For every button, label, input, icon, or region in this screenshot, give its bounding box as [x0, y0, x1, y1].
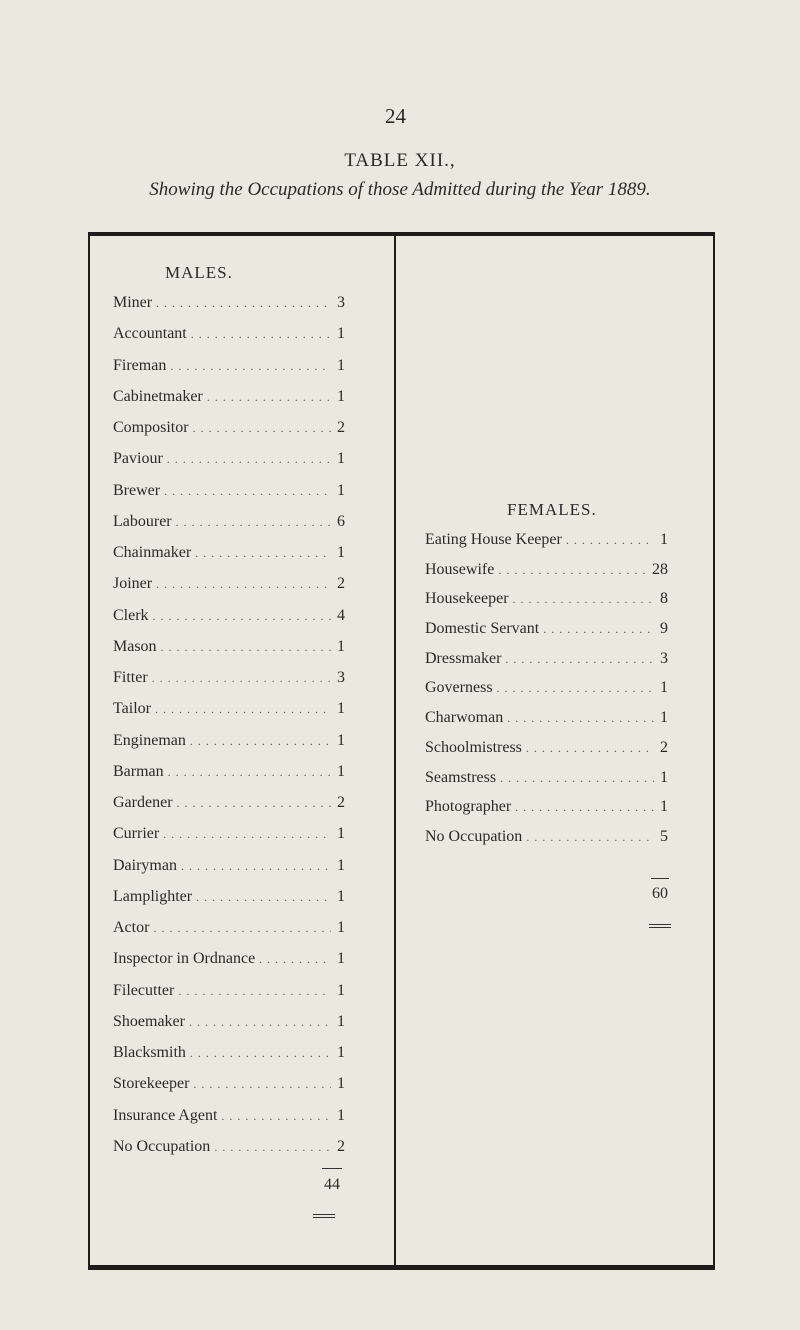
occupation-count: 1: [337, 481, 345, 499]
dot-leader: [178, 984, 331, 999]
dot-leader: [498, 563, 648, 578]
females-total-double-rule: [649, 924, 671, 928]
occupation-count: 9: [660, 620, 668, 638]
dot-leader: [526, 741, 654, 756]
occupation-label: Compositor: [113, 419, 189, 436]
occupation-label: Dressmaker: [425, 649, 502, 667]
occupation-label: Barman: [113, 762, 164, 780]
occupation-count: 1: [660, 531, 668, 548]
occupation-label: Joiner: [113, 575, 153, 593]
occupation-row: [425, 798, 668, 828]
occupation-row: [113, 950, 345, 981]
occupation-row: [113, 794, 345, 825]
occupation-label: Tailor: [113, 700, 151, 718]
occupation-row: [113, 575, 345, 606]
occupation-label: Storekeeper: [113, 1075, 190, 1093]
occupation-row: [113, 357, 345, 388]
occupation-count: 1: [337, 356, 345, 374]
occupation-count: 2: [337, 1137, 345, 1155]
dot-leader: [566, 533, 654, 548]
occupation-row: [113, 325, 345, 356]
occupation-label: Filecutter: [113, 981, 175, 999]
dot-leader: [170, 359, 331, 374]
occupation-row: [425, 561, 668, 591]
occupation-count: 1: [660, 768, 668, 786]
dot-leader: [161, 640, 331, 655]
occupation-count: 1: [337, 1044, 345, 1061]
dot-leader: [193, 421, 331, 436]
occupation-label: Eating House Keeper: [425, 531, 562, 548]
occupation-label: Actor: [113, 919, 150, 936]
occupation-label: No Occupation: [425, 827, 523, 845]
dot-leader: [505, 652, 654, 667]
occupation-row: [113, 669, 345, 700]
occupation-row: [113, 982, 345, 1013]
occupation-row: [113, 825, 345, 856]
occupation-row: [113, 700, 345, 731]
occupation-label: Housewife: [425, 560, 495, 578]
occupation-label: Shoemaker: [113, 1012, 185, 1030]
occupation-count: 1: [660, 709, 668, 727]
occupation-row: [113, 482, 345, 513]
occupation-label: Clerk: [113, 606, 149, 624]
occupation-count: 3: [660, 649, 668, 667]
males-total: 44: [324, 1176, 340, 1193]
occupation-row: [113, 919, 345, 950]
occupation-row: [113, 763, 345, 794]
occupation-label: Insurance Agent: [113, 1106, 218, 1124]
dot-leader: [221, 1109, 331, 1124]
dot-leader: [259, 952, 331, 967]
occupation-count: 1: [337, 700, 345, 718]
occupation-row: [113, 1013, 345, 1044]
occupation-row: [425, 650, 668, 680]
occupation-label: Schoolmistress: [425, 738, 522, 756]
occupation-label: Brewer: [113, 481, 161, 499]
occupation-count: 2: [337, 794, 345, 811]
occupation-label: Fitter: [113, 669, 148, 686]
column-divider: [394, 232, 396, 1270]
occupation-count: 2: [660, 738, 668, 756]
occupation-row: [113, 638, 345, 669]
occupation-label: Engineman: [113, 731, 186, 749]
occupation-row: [113, 607, 345, 638]
males-heading: MALES.: [165, 263, 233, 282]
occupation-count: 8: [660, 590, 668, 608]
dot-leader: [515, 800, 654, 815]
occupation-count: 1: [337, 325, 345, 343]
occupation-label: Currier: [113, 825, 160, 843]
females-sum-rule: [651, 878, 669, 879]
occupation-label: Miner: [113, 294, 153, 311]
occupation-row: [113, 1075, 345, 1106]
occupation-label: Housekeeper: [425, 590, 509, 608]
occupation-count: 1: [337, 731, 345, 749]
occupation-count: 1: [337, 450, 345, 468]
occupation-label: Mason: [113, 637, 157, 655]
occupation-row: [113, 294, 345, 325]
occupation-row: [113, 1107, 345, 1138]
occupation-row: [425, 739, 668, 769]
occupation-count: 1: [660, 679, 668, 697]
dot-leader: [526, 830, 654, 845]
occupation-row: [425, 828, 668, 858]
occupation-row: [425, 590, 668, 620]
occupation-row: [425, 679, 668, 709]
occupation-count: 4: [337, 606, 345, 624]
occupation-label: Labourer: [113, 512, 172, 530]
occupation-row: [113, 388, 345, 419]
dot-leader: [156, 296, 331, 311]
occupation-count: 1: [337, 762, 345, 780]
occupation-count: 1: [337, 981, 345, 999]
dot-leader: [156, 577, 331, 592]
dot-leader: [190, 734, 331, 749]
occupation-count: 1: [337, 544, 345, 561]
occupation-label: Seamstress: [425, 768, 497, 786]
dot-leader: [153, 609, 331, 624]
dot-leader: [196, 890, 331, 905]
occupation-row: [113, 732, 345, 763]
dot-leader: [543, 622, 654, 637]
males-list: [113, 294, 345, 1169]
females-list: [425, 531, 668, 858]
dot-leader: [207, 390, 331, 405]
occupation-count: 1: [660, 798, 668, 816]
occupation-count: 2: [337, 575, 345, 593]
occupation-count: 1: [337, 1106, 345, 1124]
occupation-count: 1: [337, 950, 345, 968]
occupation-row: [113, 888, 345, 919]
occupation-count: 28: [652, 560, 668, 578]
occupation-row: [425, 709, 668, 739]
dot-leader: [513, 592, 654, 607]
dot-leader: [167, 452, 331, 467]
occupation-label: Governess: [425, 679, 493, 697]
occupation-row: [113, 450, 345, 481]
occupation-label: Charwoman: [425, 709, 504, 727]
occupation-count: 5: [660, 827, 668, 845]
occupation-count: 3: [337, 294, 345, 311]
table-title: TABLE XII.,: [344, 150, 456, 171]
occupation-label: Blacksmith: [113, 1044, 186, 1061]
males-total-double-rule: [313, 1214, 335, 1218]
occupation-label: Inspector in Ordnance: [113, 950, 256, 968]
dot-leader: [191, 327, 331, 342]
occupation-count: 1: [337, 856, 345, 874]
dot-leader: [163, 827, 331, 842]
occupation-row: [113, 419, 345, 450]
occupation-label: Paviour: [113, 450, 163, 468]
dot-leader: [177, 796, 331, 811]
occupation-count: 1: [337, 887, 345, 905]
occupation-label: Photographer: [425, 798, 512, 816]
occupation-count: 1: [337, 825, 345, 843]
dot-leader: [152, 671, 331, 686]
occupation-label: Fireman: [113, 356, 167, 374]
occupation-count: 1: [337, 1075, 345, 1093]
occupation-count: 1: [337, 919, 345, 936]
occupation-row: [425, 531, 668, 561]
females-heading: FEMALES.: [507, 500, 597, 519]
occupation-count: 3: [337, 669, 345, 686]
occupation-count: 1: [337, 1012, 345, 1030]
females-total: 60: [652, 885, 668, 902]
dot-leader: [168, 765, 331, 780]
occupation-label: Gardener: [113, 794, 173, 811]
dot-leader: [176, 515, 331, 530]
occupation-label: Accountant: [113, 325, 187, 343]
occupation-row: [425, 769, 668, 799]
dot-leader: [500, 771, 654, 786]
dot-leader: [153, 921, 331, 936]
occupation-label: Domestic Servant: [425, 620, 540, 638]
dot-leader: [497, 681, 654, 696]
dot-leader: [195, 546, 331, 561]
dot-leader: [189, 1015, 331, 1030]
page-number: 24: [385, 104, 406, 128]
occupation-count: 1: [337, 637, 345, 655]
dot-leader: [181, 859, 331, 874]
dot-leader: [164, 484, 331, 499]
dot-leader: [190, 1046, 331, 1061]
dot-leader: [214, 1140, 331, 1155]
occupation-label: Chainmaker: [113, 544, 192, 561]
table-subtitle: Showing the Occupations of those Admitted during the Year 1889.: [149, 179, 651, 200]
occupation-label: Cabinetmaker: [113, 387, 203, 405]
occupation-count: 6: [337, 512, 345, 530]
occupation-row: [425, 620, 668, 650]
occupation-count: 1: [337, 387, 345, 405]
occupation-row: [113, 857, 345, 888]
occupation-count: 2: [337, 419, 345, 436]
occupation-label: Lamplighter: [113, 887, 193, 905]
occupation-label: Dairyman: [113, 856, 177, 874]
occupation-row: [113, 513, 345, 544]
dot-leader: [193, 1077, 331, 1092]
occupation-row: [113, 1138, 345, 1169]
males-sum-rule: [322, 1168, 342, 1169]
dot-leader: [155, 702, 331, 717]
occupation-label: No Occupation: [113, 1137, 211, 1155]
dot-leader: [507, 711, 654, 726]
occupation-row: [113, 1044, 345, 1075]
occupation-row: [113, 544, 345, 575]
